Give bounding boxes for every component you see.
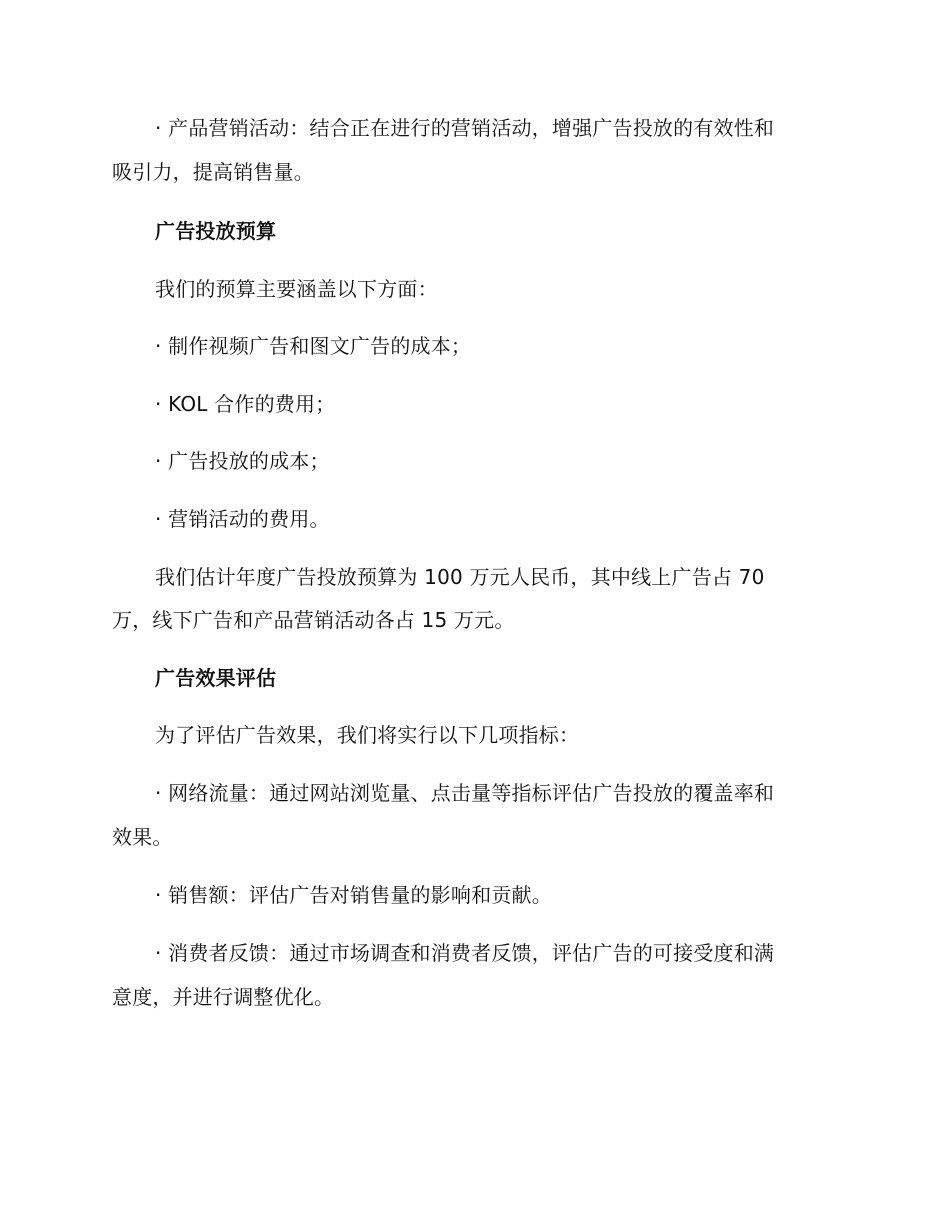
section-heading-evaluation: 广告效果评估 [155,666,277,690]
metric-feedback-line-1: · 消费者反馈：通过市场调查和消费者反馈，评估广告的可接受度和满 [155,941,775,965]
bullet-marketing-line-2: 吸引力，提高销售量。 [112,160,314,184]
metric-sales: · 销售额：评估广告对销售量的影响和贡献。 [155,883,552,907]
budget-item-kol: · KOL 合作的费用； [155,392,336,416]
budget-estimate-line-2: 万，线下广告和产品营销活动各占 15 万元。 [112,608,515,632]
metric-traffic-line-2: 效果。 [112,825,173,849]
budget-item-marketing: · 营销活动的费用。 [155,507,330,531]
bullet-marketing-line-1: · 产品营销活动：结合正在进行的营销活动，增强广告投放的有效性和 [155,116,775,140]
budget-item-production: · 制作视频广告和图文广告的成本； [155,334,472,358]
metric-traffic-line-1: · 网络流量：通过网站浏览量、点击量等指标评估广告投放的覆盖率和 [155,781,775,805]
budget-intro: 我们的预算主要涵盖以下方面： [155,277,438,301]
section-heading-budget: 广告投放预算 [155,219,277,243]
budget-estimate-line-1: 我们估计年度广告投放预算为 100 万元人民币，其中线上广告占 70 [155,565,765,589]
evaluation-intro: 为了评估广告效果，我们将实行以下几项指标： [155,723,580,747]
budget-item-placement: · 广告投放的成本； [155,449,330,473]
metric-feedback-line-2: 意度，并进行调整优化。 [112,985,335,1009]
